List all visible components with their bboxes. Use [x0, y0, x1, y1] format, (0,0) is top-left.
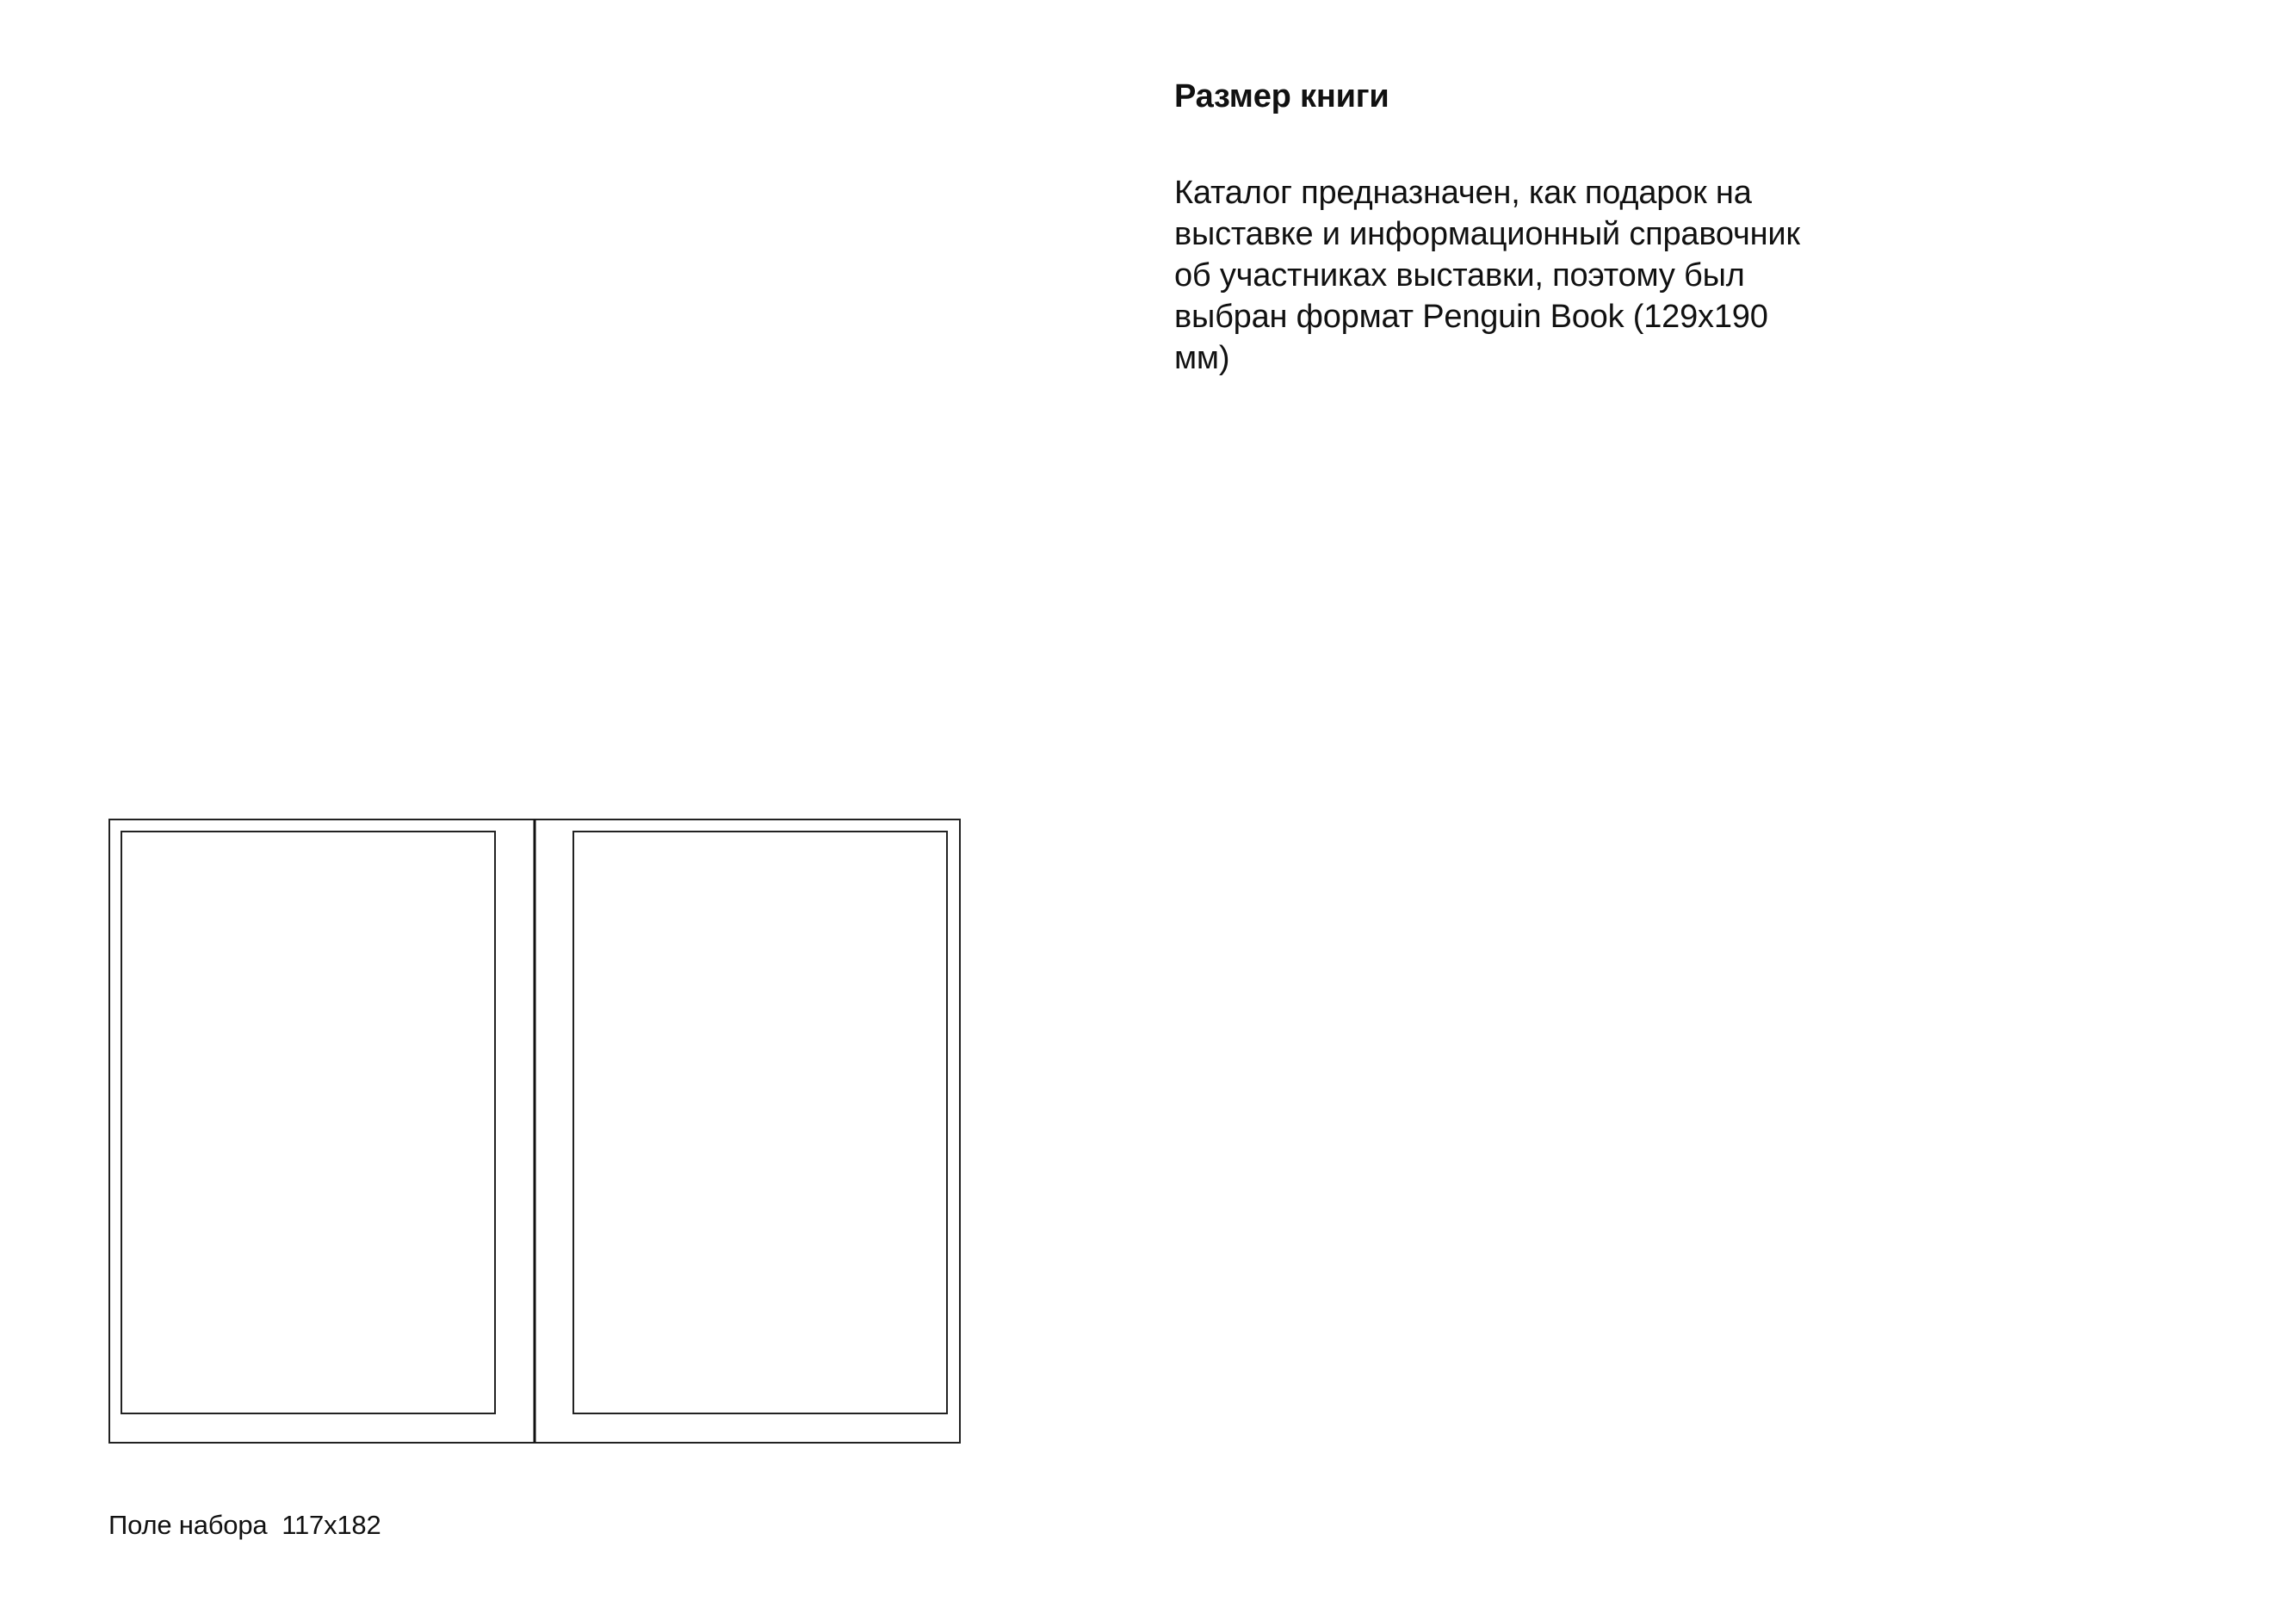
- book-spread-diagram: [108, 819, 961, 1444]
- type-area-caption: Поле набора 117х182: [108, 1510, 381, 1540]
- left-text-area: [121, 832, 495, 1413]
- section-title: Размер книги: [1174, 78, 1389, 114]
- right-page: [535, 819, 960, 1443]
- left-page: [109, 819, 535, 1443]
- book-size-description: Каталог предназначен, как подарок на выставке и информационный справочник об участниках выставки, поэтому был выбран формат Penguin Book (129х190 мм): [1174, 175, 1800, 376]
- right-text-area: [573, 832, 947, 1413]
- spread-outline: [108, 819, 961, 1444]
